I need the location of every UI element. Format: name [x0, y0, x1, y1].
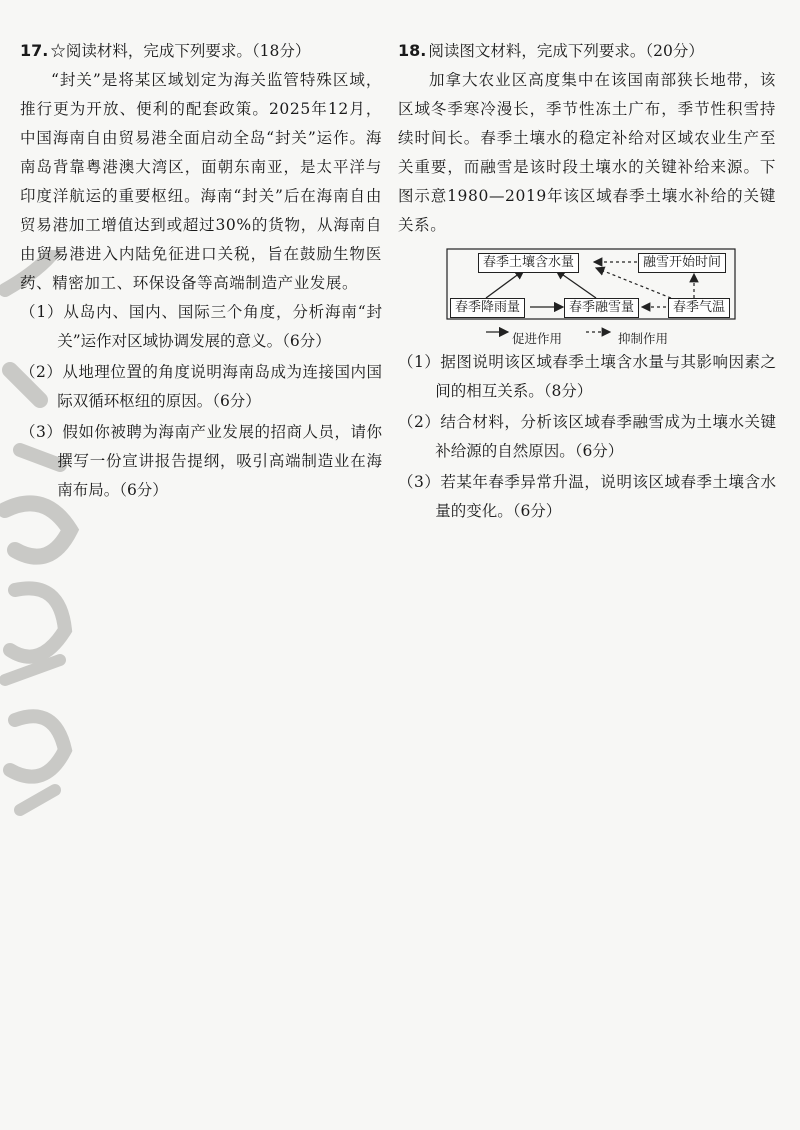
q18-title: 阅读图文材料，完成下列要求。（20分）	[428, 42, 704, 60]
legend-inhibit: 抑制作用	[618, 331, 669, 346]
q18-material: 加拿大农业区高度集中在该国南部狭长地带，该区域冬季寒冷漫长，季节性冻土广布，季节性积雪持续时间长。春季土壤水的稳定补给对区域农业生产至关重要，而融雪是该时段土壤水的关键补给来源。下图示意1980—2019年该区域春季土壤水补给的关键关系。	[398, 71, 776, 234]
q18-subquestion-1: （1）据图说明该区域春季土壤含水量与其影响因素之间的相互关系。（8分）	[398, 353, 776, 400]
q18-subquestion-3: （3）若某年春季异常升温，说明该区域春季土壤含水量的变化。（6分）	[398, 473, 776, 520]
q17-header	[20, 36, 382, 66]
box-spring-soil-moisture: 春季土壤含水量	[478, 253, 579, 273]
q17-number: 17.	[20, 41, 49, 60]
diagram-legend	[486, 324, 678, 353]
box-spring-rainfall: 春季降雨量	[450, 298, 525, 318]
legend-promote: 促进作用	[512, 331, 563, 346]
q17-material: “封关”是将某区域划定为海关监管特殊区域，推行更为开放、便利的配套政策。2025年12月，中国海南自由贸易港全面启动全岛“封关”运作。海南岛背靠粤港澳大湾区，面朝东南亚，是太平洋与印度洋航运的重要枢纽。海南“封关”后在海南自由贸易港加工增值达到或超过30%的货物，从海南自由贸易港进入内陆免征进口关税，旨在鼓励生物医药、精密加工、环保设备等高端制造产业发展。	[20, 71, 382, 292]
box-snowmelt-start-time: 融雪开始时间	[638, 253, 726, 273]
box-spring-snowmelt: 春季融雪量	[564, 298, 639, 318]
q18-header	[398, 36, 776, 66]
q17-subquestion-2: （2）从地理位置的角度说明海南岛成为连接国内国际双循环枢纽的原因。（6分）	[20, 363, 382, 410]
soil-water-diagram	[446, 248, 736, 344]
question-18	[398, 36, 776, 526]
q17-subquestion-3: （3）假如你被聘为海南产业发展的招商人员，请你撰写一份宣讲报告提纲，吸引高端制造业在海南布局。（6分）	[20, 423, 382, 499]
q17-subquestion-1: （1）从岛内、国内、国际三个角度，分析海南“封关”运作对区域协调发展的意义。（6分）	[20, 303, 382, 350]
question-17	[20, 36, 382, 505]
q18-number: 18.	[398, 41, 427, 60]
box-spring-temperature: 春季气温	[668, 298, 730, 318]
q18-subquestion-2: （2）结合材料，分析该区域春季融雪成为土壤水关键补给源的自然原因。（6分）	[398, 413, 776, 460]
q17-title: ☆阅读材料，完成下列要求。（18分）	[50, 42, 311, 60]
